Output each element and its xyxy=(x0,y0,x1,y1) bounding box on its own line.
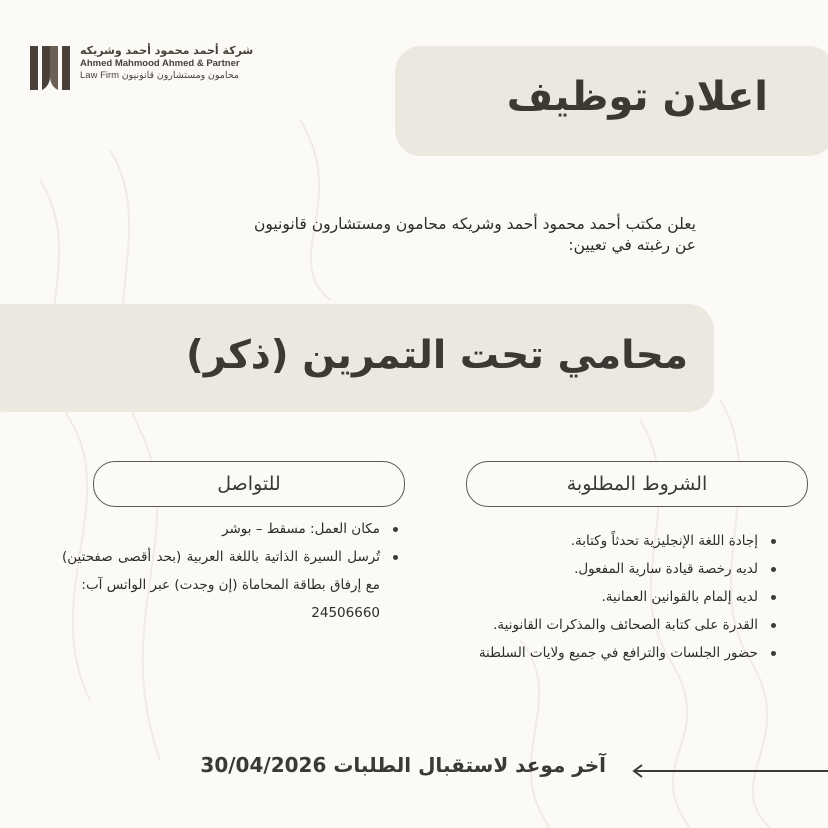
page-title: اعلان توظيف xyxy=(506,74,768,120)
intro-text: يعلن مكتب أحمد محمود أحمد وشريكه محامون ومستشارون قانونيون عن رغبته في تعيين: xyxy=(253,215,696,254)
deadline-label: آخر موعد لاستقبال الطلبات xyxy=(333,753,606,777)
requirements-list xyxy=(460,527,780,667)
list-item: إجادة اللغة الإنجليزية تحدثاً وكتابة. xyxy=(460,527,780,555)
list-item: حضور الجلسات والترافع في جميع ولايات السلطنة xyxy=(460,639,780,667)
company-logo xyxy=(28,42,268,98)
list-item: القدرة على كتابة الصحائف والمذكرات القانونية. xyxy=(460,611,780,639)
job-role-title: محامي تحت التمرين (ذكر) xyxy=(186,333,688,378)
work-location: مكان العمل: مسقط – بوشر xyxy=(62,515,402,543)
whatsapp-phone-number[interactable]: 24506660 xyxy=(311,605,380,621)
application-instructions xyxy=(62,543,402,627)
arrow-left-icon xyxy=(630,761,828,781)
logo-name-english: Ahmed Mahmood Ahmed & Partner xyxy=(80,58,240,69)
instructions-text: تُرسل السيرة الذاتية باللغة العربية (بحد أقصى صفحتين) مع إرفاق بطاقة المحاماة (إن وجدت) عبر الواتس آب: xyxy=(62,549,380,593)
contact-list xyxy=(62,515,402,627)
deadline xyxy=(200,753,606,777)
requirements-heading: الشروط المطلوبة xyxy=(466,461,808,507)
logo-name-arabic: شركة أحمد محمود أحمد وشريكه xyxy=(80,44,254,57)
logo-subtitle: Law Firm محامون ومستشارون قانونيون xyxy=(80,70,239,81)
contact-heading: للتواصل xyxy=(93,461,405,507)
list-item: لديه رخصة قيادة سارية المفعول. xyxy=(460,555,780,583)
list-item: لديه إلمام بالقوانين العمانية. xyxy=(460,583,780,611)
law-firm-logo-icon xyxy=(28,42,72,94)
deadline-date: 30/04/2026 xyxy=(200,753,327,777)
